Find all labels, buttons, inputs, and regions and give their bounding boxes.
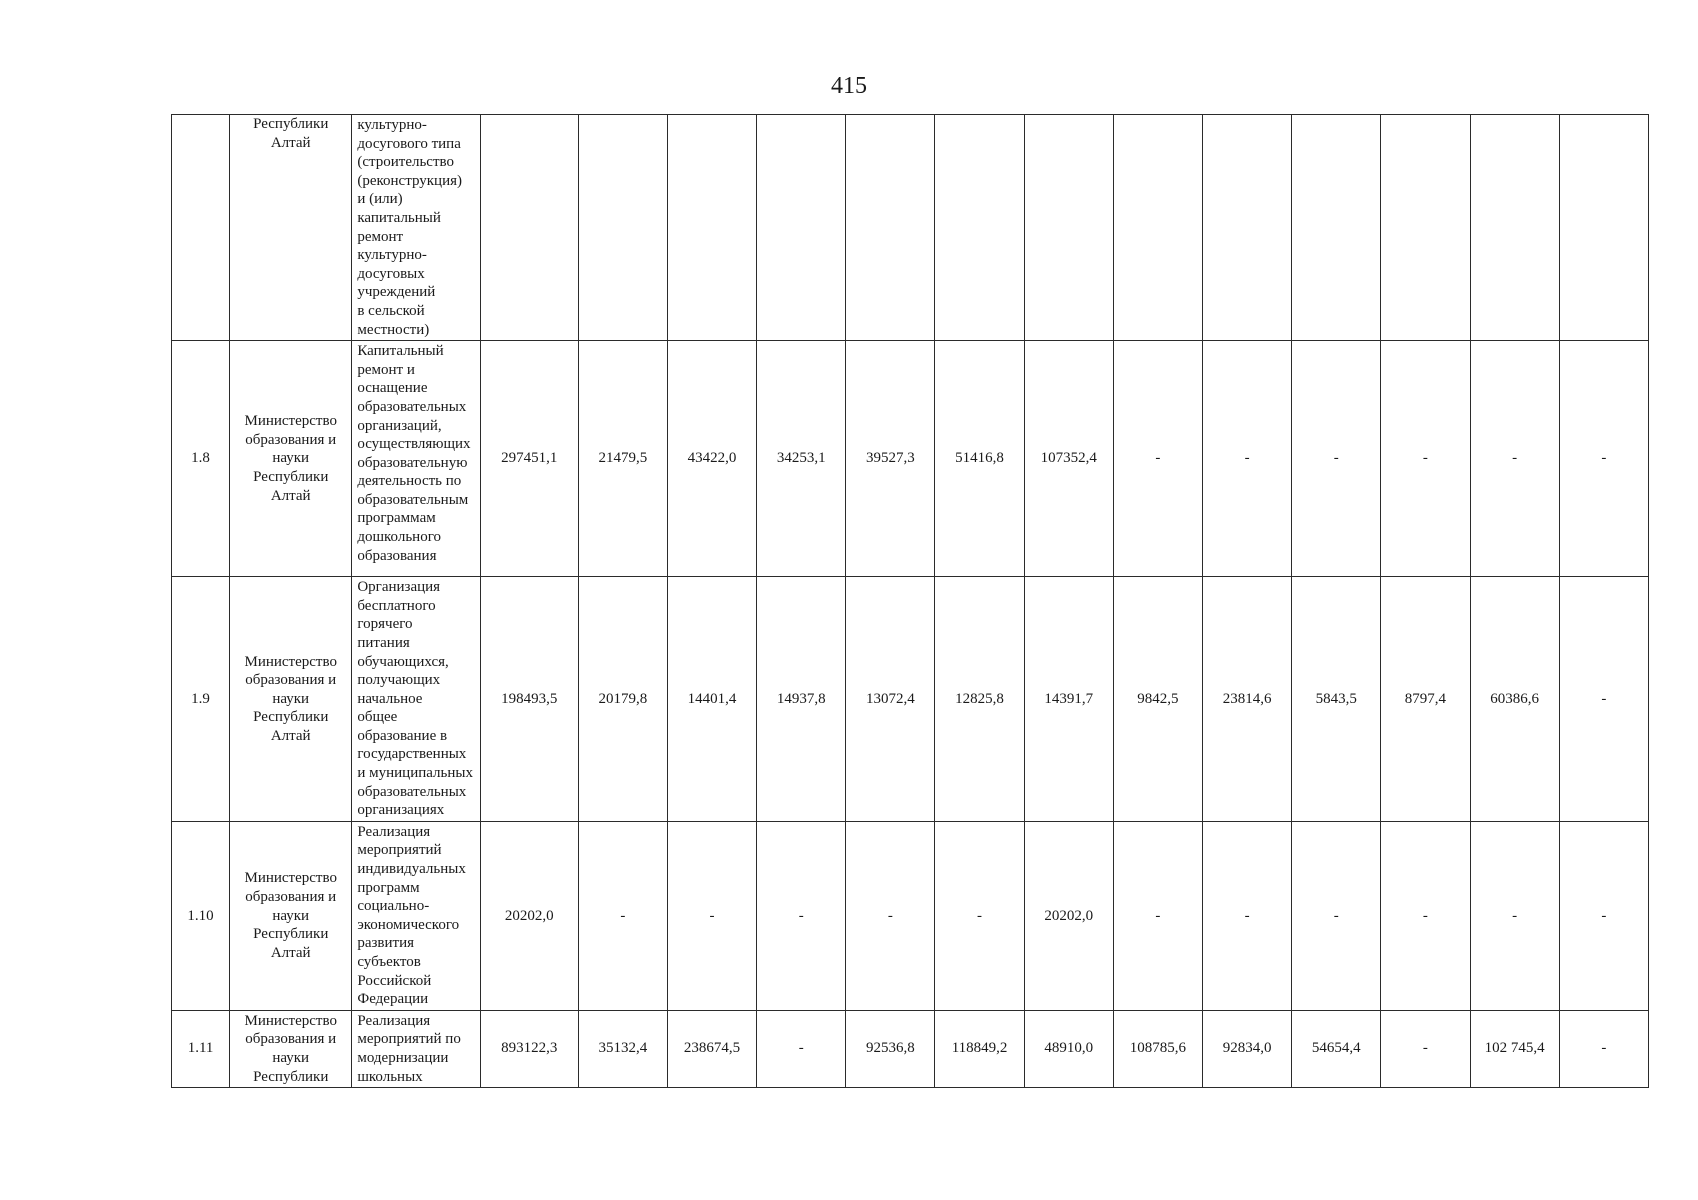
- responsible-organization: Министерство образования и науки Республики Алтай: [230, 821, 352, 1010]
- year-amount: -: [1202, 821, 1291, 1010]
- year-amount: 51416,8: [935, 341, 1024, 577]
- year-amount: -: [578, 821, 667, 1010]
- year-amount: -: [1559, 577, 1648, 822]
- responsible-organization-cell: [230, 1010, 352, 1087]
- year-amount: 107352,4: [1024, 341, 1113, 577]
- year-amount: -: [1113, 341, 1202, 577]
- year-amount: -: [667, 821, 756, 1010]
- year-amount: 9842,5: [1113, 577, 1202, 822]
- year-amount: 8797,4: [1381, 577, 1470, 822]
- measure-description: Организация бесплатного горячего питания обучающихся, получающих начальное общее образование в государственных и муниципальных образовательных организациях: [352, 577, 480, 822]
- year-amount: 60386,6: [1470, 577, 1559, 822]
- responsible-organization: Министерство образования и науки Республики: [244, 1012, 337, 1085]
- total-amount: [480, 115, 578, 341]
- year-amount: 39527,3: [846, 341, 935, 577]
- measure-description-cell: [352, 1010, 480, 1087]
- year-amount: 48910,0: [1024, 1010, 1113, 1087]
- year-amount: 238674,5: [667, 1010, 756, 1087]
- table-row: [172, 577, 1649, 822]
- year-amount: [578, 115, 667, 341]
- table-row: [172, 821, 1649, 1010]
- year-amount: [1381, 115, 1470, 341]
- year-amount: 13072,4: [846, 577, 935, 822]
- year-amount: -: [1381, 821, 1470, 1010]
- year-amount: [1559, 115, 1648, 341]
- page-number: 415: [831, 73, 867, 99]
- table-row: [172, 115, 1649, 341]
- year-amount: [1470, 115, 1559, 341]
- total-amount: 198493,5: [480, 577, 578, 822]
- table-row: [172, 1010, 1649, 1087]
- total-amount: 297451,1: [480, 341, 578, 577]
- responsible-organization: Министерство образования и науки Республики Алтай: [230, 577, 352, 822]
- year-amount: 92834,0: [1202, 1010, 1291, 1087]
- year-amount: -: [846, 821, 935, 1010]
- year-amount: 14937,8: [757, 577, 846, 822]
- measure-description: культурно- досугового типа (строительство (реконструкция) и (или) капитальный ремонт культурно- досуговых учреждений в сельской местности): [352, 115, 480, 341]
- year-amount: -: [1292, 341, 1381, 577]
- total-amount: 20202,0: [480, 821, 578, 1010]
- year-amount: -: [1559, 341, 1648, 577]
- year-amount: [1202, 115, 1291, 341]
- year-amount: 20202,0: [1024, 821, 1113, 1010]
- responsible-organization: Республики Алтай: [230, 115, 352, 341]
- year-amount: 14391,7: [1024, 577, 1113, 822]
- year-amount: [757, 115, 846, 341]
- year-amount: [1292, 115, 1381, 341]
- year-amount: 118849,2: [935, 1010, 1024, 1087]
- year-amount: -: [1292, 821, 1381, 1010]
- year-amount: 54654,4: [1292, 1010, 1381, 1087]
- budget-table: [171, 114, 1649, 1088]
- year-amount: -: [1202, 341, 1291, 577]
- year-amount: 108785,6: [1113, 1010, 1202, 1087]
- year-amount: -: [757, 1010, 846, 1087]
- year-amount: -: [1470, 341, 1559, 577]
- year-amount: 21479,5: [578, 341, 667, 577]
- year-amount: [667, 115, 756, 341]
- year-amount: 35132,4: [578, 1010, 667, 1087]
- row-number: 1.10: [172, 821, 230, 1010]
- measure-description: Капитальный ремонт и оснащение образовательных организаций, осуществляющих образовательную деятельность по образовательным программам дошкольного образования: [352, 341, 480, 577]
- row-number: 1.11: [172, 1010, 230, 1087]
- year-amount: [1113, 115, 1202, 341]
- row-number: 1.9: [172, 577, 230, 822]
- year-amount: -: [1381, 1010, 1470, 1087]
- total-amount: 893122,3: [480, 1010, 578, 1087]
- measure-description: Реализация мероприятий индивидуальных программ социально- экономического развития субъектов Российской Федерации: [352, 821, 480, 1010]
- year-amount: 20179,8: [578, 577, 667, 822]
- year-amount: -: [1381, 341, 1470, 577]
- year-amount: -: [1559, 1010, 1648, 1087]
- year-amount: -: [1559, 821, 1648, 1010]
- year-amount: 43422,0: [667, 341, 756, 577]
- row-number: 1.8: [172, 341, 230, 577]
- year-amount: 23814,6: [1202, 577, 1291, 822]
- year-amount: -: [1113, 821, 1202, 1010]
- table-row: [172, 341, 1649, 577]
- row-number: [172, 115, 230, 341]
- year-amount: -: [935, 821, 1024, 1010]
- responsible-organization: Министерство образования и науки Республики Алтай: [230, 341, 352, 577]
- year-amount: 14401,4: [667, 577, 756, 822]
- year-amount: 5843,5: [1292, 577, 1381, 822]
- year-amount: 92536,8: [846, 1010, 935, 1087]
- year-amount: -: [757, 821, 846, 1010]
- year-amount: -: [1470, 821, 1559, 1010]
- year-amount: 12825,8: [935, 577, 1024, 822]
- year-amount: [1024, 115, 1113, 341]
- year-amount: 34253,1: [757, 341, 846, 577]
- year-amount: 102 745,4: [1470, 1010, 1559, 1087]
- year-amount: [935, 115, 1024, 341]
- measure-description: Реализация мероприятий по модернизации школьных: [357, 1012, 461, 1085]
- year-amount: [846, 115, 935, 341]
